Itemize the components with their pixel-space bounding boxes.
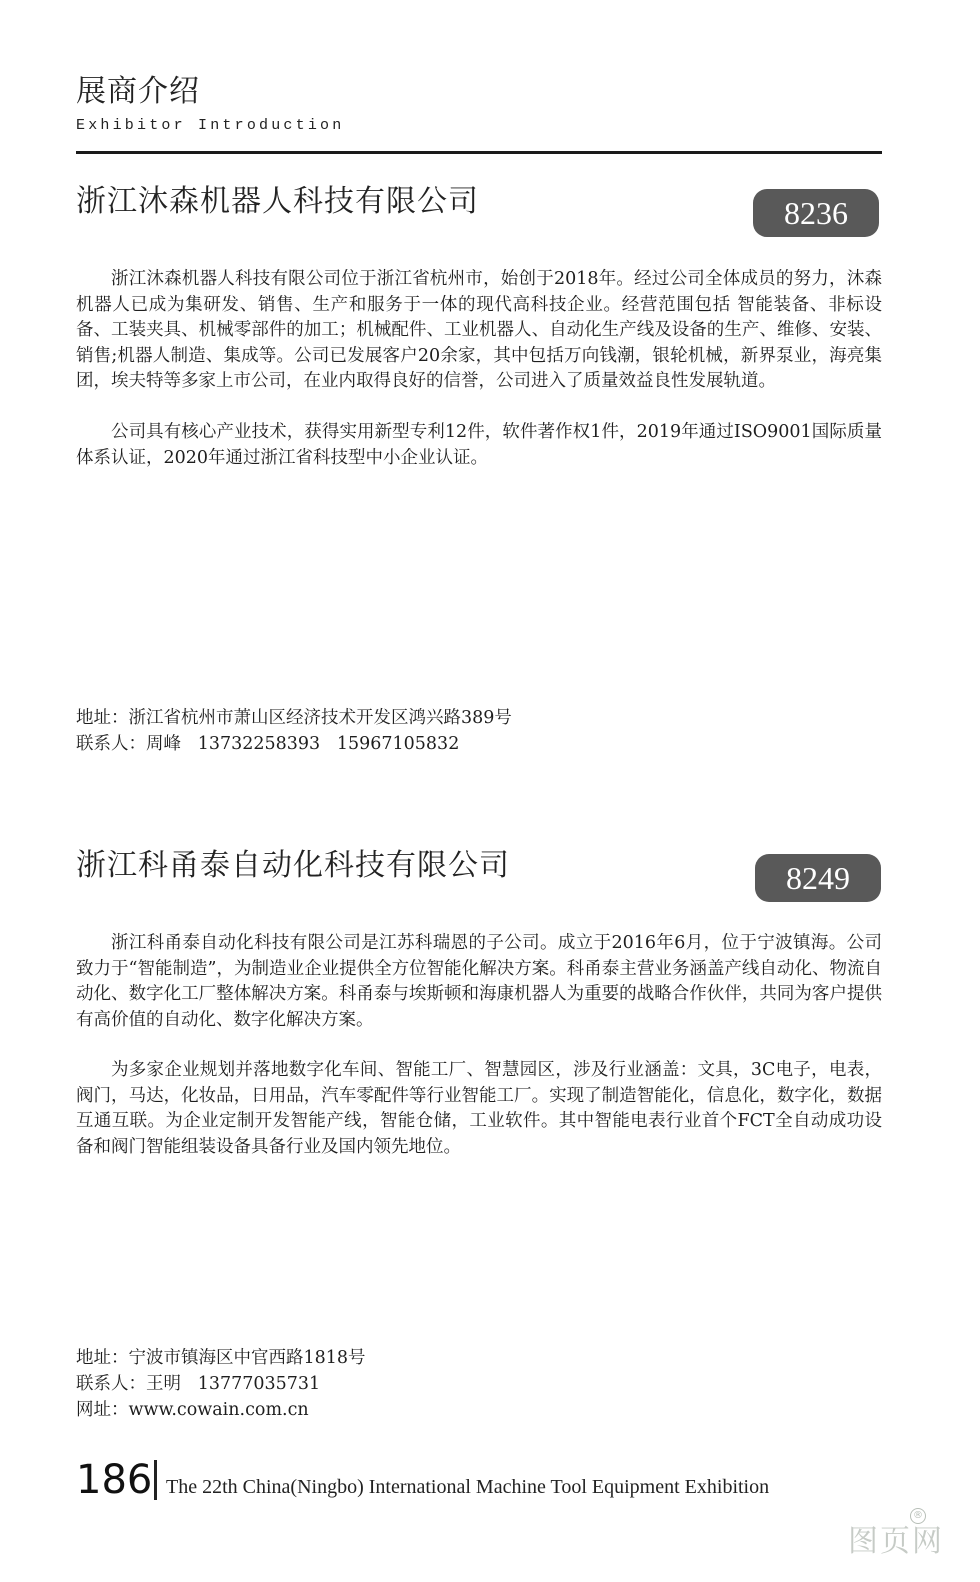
company-contact: 联系人：王明 13777035731 <box>76 1374 321 1394</box>
section-title: 展商介绍 <box>76 74 200 109</box>
footer-event-title: The 22th China(Ningbo) International Machine Tool Equipment Exhibition <box>166 1476 770 1498</box>
header-divider <box>76 151 882 154</box>
company-name: 浙江沐森机器人科技有限公司 <box>76 184 479 219</box>
booth-number-badge: 8249 <box>755 854 881 902</box>
company-website-link[interactable]: 网址：www.cowain.com.cn <box>76 1400 309 1420</box>
company-name: 浙江科甬泰自动化科技有限公司 <box>76 848 510 883</box>
company-address: 地址：浙江省杭州市萧山区经济技术开发区鸿兴路389号 <box>76 708 512 728</box>
company-description: 浙江科甬泰自动化科技有限公司是江苏科瑞恩的子公司。成立于2016年6月，位于宁波镇海。公司致力于“智能制造”，为制造业企业提供全方位智能化解决方案。科甬泰主营业务涵盖产线自动化、物流自动化、数字化工厂整体解决方案。科甬泰与埃斯顿和海康机器人为重要的战略合作伙伴，共同为客户提供有高价值的自动化、数字化解决方案。 <box>76 933 882 1030</box>
company-contact: 联系人：周峰 13732258393 15967105832 <box>76 734 460 754</box>
section-subtitle: Exhibitor Introduction <box>76 117 345 134</box>
footer-divider <box>154 1460 157 1500</box>
page-number: 186 <box>76 1457 153 1503</box>
company-description: 为多家企业规划并落地数字化车间、智能工厂、智慧园区，涉及行业涵盖：文具，3C电子，电表，阀门，马达，化妆品，日用品，汽车零配件等行业智能工厂。实现了制造智能化，信息化，数字化，数据互通互联。为企业定制开发智能产线，智能仓储，工业软件。其中智能电表行业首个FCT全自动成功设备和阀门智能组装设备具备行业及国内领先地位。 <box>76 1060 882 1157</box>
company-description: 公司具有核心产业技术，获得实用新型专利12件，软件著作权1件，2019年通过ISO9001国际质量体系认证，2020年通过浙江省科技型中小企业认证。 <box>76 422 882 468</box>
booth-number-badge: 8236 <box>753 189 879 237</box>
company-address: 地址：宁波市镇海区中官西路1818号 <box>76 1348 366 1368</box>
company-description: 浙江沐森机器人科技有限公司位于浙江省杭州市，始创于2018年。经过公司全体成员的努力，沐森机器人已成为集研发、销售、生产和服务于一体的现代高科技企业。经营范围包括 智能装备、非标设备、工装夹具、机械零部件的加工；机械配件、工业机器人、自动化生产线及设备的生产、维修、安装、销售;机器人制造、集成等。公司已发展客户20余家，其中包括万向钱潮，银轮机械，新界泵业，海亮集团，埃夫特等多家上市公司，在业内取得良好的信誉，公司进入了质量效益良性发展轨道。 <box>76 269 882 391</box>
registered-mark-icon: ® <box>910 1508 926 1524</box>
watermark-logo: 图页网 <box>848 1524 944 1559</box>
